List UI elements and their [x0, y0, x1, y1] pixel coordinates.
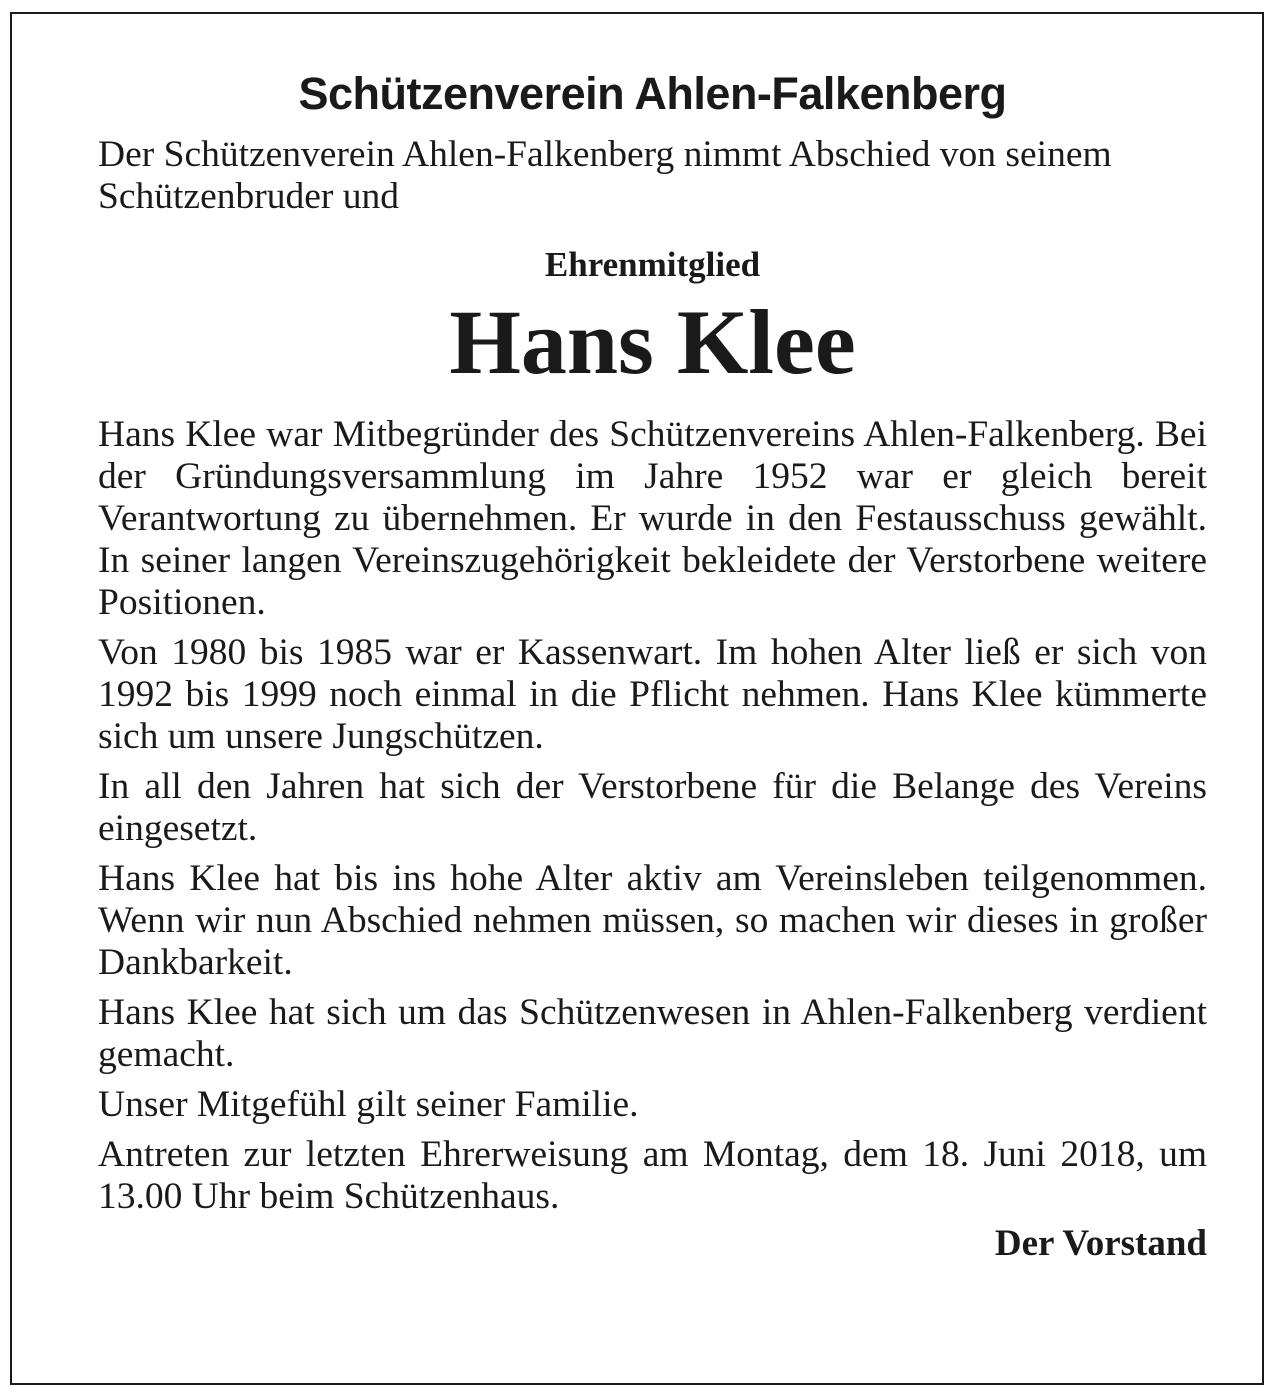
body-paragraph-club-life: Hans Klee hat bis ins hohe Alter aktiv am Vereinsleben teilgenommen. Wenn wir nun Abschied nehmen müssen, so machen wir dieses in großer Dankbarkeit.	[98, 858, 1207, 983]
honor-title: Ehrenmitglied	[544, 245, 761, 284]
signature: Der Vorstand	[994, 1223, 1207, 1264]
body-paragraph-treasurer: Von 1980 bis 1985 war er Kassenwart. Im hohen Alter ließ er sich von 1992 bis 1999 noch einmal in die Pflicht nehmen. Hans Klee kümmerte sich um unsere Jungschützen.	[98, 632, 1207, 757]
body-paragraph-founder: Hans Klee war Mitbegründer des Schützenvereins Ahlen-Falkenberg. Bei der Gründungsversammlung im Jahre 1952 war er gleich bereit Verantwortung zu übernehmen. Er wurde in den Festausschuss gewählt. In seiner langen Vereinszugehörigkeit bekleidete der Verstorbene weitere Positionen.	[98, 414, 1207, 623]
notice-content	[98, 66, 1207, 1266]
deceased-name: Hans Klee	[449, 291, 856, 393]
organization-title: Schützenverein Ahlen-Falkenberg	[298, 68, 1007, 119]
body-paragraph-merit: Hans Klee hat sich um das Schützenwesen in Ahlen-Falkenberg verdient gemacht.	[98, 992, 1207, 1075]
notice-frame	[10, 12, 1264, 1385]
intro-paragraph: Der Schützenverein Ahlen-Falkenberg nimmt Abschied von seinem Schützenbruder und	[98, 134, 1112, 217]
body-paragraph-ceremony: Antreten zur letzten Ehrerweisung am Montag, dem 18. Juni 2018, um 13.00 Uhr beim Schützenhaus.	[98, 1134, 1207, 1217]
body-paragraph-commitment: In all den Jahren hat sich der Verstorbene für die Belange des Vereins eingesetzt.	[98, 766, 1207, 849]
body-paragraph-sympathy: Unser Mitgefühl gilt seiner Familie.	[98, 1084, 639, 1125]
